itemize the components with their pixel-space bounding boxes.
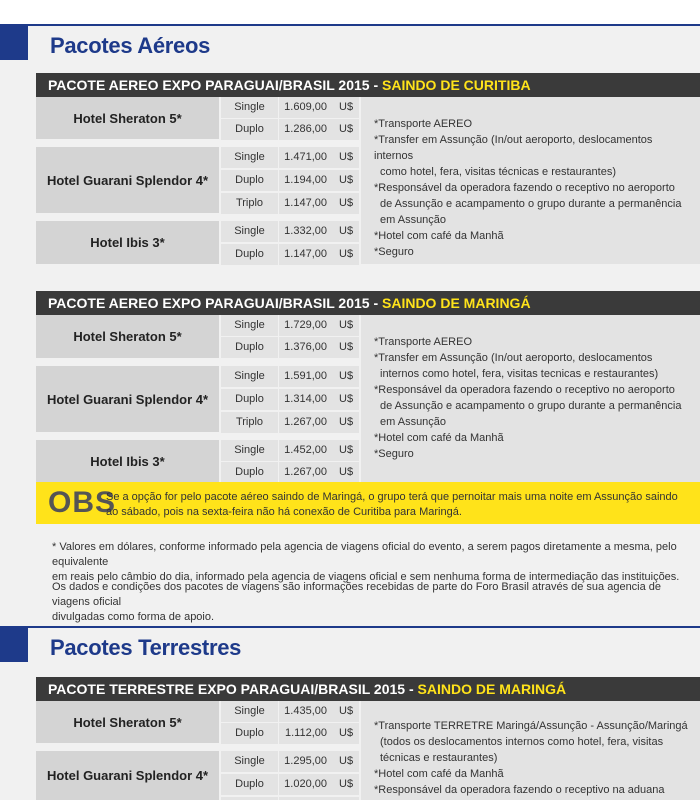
hotel-name: Hotel Guarani Splendor 4* [36,147,219,213]
hotel-name: Hotel Sheraton 5* [36,97,219,139]
price-value: 1.267,00 [284,416,327,428]
currency: U$ [339,248,354,260]
package-info [374,718,692,798]
price-cell [279,315,359,336]
room-type: Single [221,701,278,722]
info-line: em Assunção [380,214,447,226]
price-cell [279,723,359,744]
price-cell [279,462,359,483]
room-type: Triplo [221,193,278,214]
currency: U$ [339,319,354,331]
info-line: de Assunção e acampamento o grupo durante a permanência [380,400,682,412]
section-rule [0,24,700,26]
info-line: *Transporte TERRETRE Maringá/Assunção - Assunção/Maringá [374,720,688,732]
note-currency [52,540,682,585]
price-cell [279,412,359,433]
section-rule [0,626,700,628]
room-type: Single [221,751,278,772]
room-type: Single [221,440,278,461]
package-info [374,116,692,260]
price-value: 1.020,00 [284,778,327,790]
info-line: (todos os deslocamentos internos como hotel, fera, visitas [380,736,664,748]
price-value: 1.147,00 [284,248,327,260]
hotel-name: Hotel Ibis 3* [36,221,219,264]
room-type: Duplo [221,337,278,358]
currency: U$ [339,197,354,209]
obs-label: OBS [48,486,117,519]
room-type: Triplo [221,412,278,433]
room-type: Duplo [221,119,278,140]
note-line: * Valores em dólares, conforme informado pela agencia de viagens oficial do evento, a serem pagos diretamente a mesma, pelo equivalente [52,541,677,568]
hotel-name: Hotel Sheraton 5* [36,315,219,358]
info-line: internos como hotel, fera, visitas tecnicas e restaurantes) [380,368,659,380]
price-value: 1.452,00 [284,444,327,456]
currency: U$ [339,444,354,456]
price-cell [279,119,359,140]
section-marker [0,26,28,60]
hotel-name: Hotel Ibis 3* [36,440,219,482]
price-cell [279,751,359,772]
price-cell [279,244,359,265]
info-line: *Transporte AEREO [374,336,473,348]
currency: U$ [339,755,354,767]
hotel-name: Hotel Guarani Splendor 4* [36,366,219,432]
info-line: *Hotel com café da Manhã [374,768,504,780]
top-strip [0,0,700,24]
package-header [36,677,700,701]
room-type: Single [221,315,278,336]
currency: U$ [339,151,354,163]
package-header-city: SAINDO DE MARINGÁ [382,295,531,311]
price-cell [279,97,359,118]
note-line: em reais pelo câmbio do dia, informado pela agencia de viagens oficial e sem nenhuma forma de intermediação das instituições. [52,571,680,583]
price-cell [279,389,359,410]
info-line: *Transfer em Assunção (In/out aeroporto, deslocamentos internos [374,134,653,162]
info-line: em Assunção [380,416,447,428]
info-line: *Responsável da operadora fazendo o receptivo no aeroporto [374,182,675,194]
price-value: 1.314,00 [284,393,327,405]
currency: U$ [339,778,354,790]
price-cell [279,193,359,214]
info-line: *Transfer em Assunção (In/out aeroporto, deslocamentos [374,352,653,364]
price-value: 1.295,00 [284,755,327,767]
price-cell [279,366,359,387]
price-value: 1.435,00 [284,705,327,717]
currency: U$ [339,393,354,405]
room-type: Duplo [221,462,278,483]
info-line: *Responsável da operadora fazendo o receptivo no aeroporto [374,384,675,396]
info-line: *Seguro [374,448,414,460]
info-line: *Responsável da operadora fazendo o receptivo na aduana [374,784,665,796]
room-type: Duplo [221,723,278,744]
room-type: Duplo [221,170,278,191]
note-source [52,580,682,625]
price-value: 1.194,00 [284,174,327,186]
note-line: divulgadas como forma de apoio. [52,611,215,623]
hotel-name: Hotel Sheraton 5* [36,701,219,743]
hotel-name: Hotel Guarani Splendor 4* [36,751,219,800]
package-header-text: PACOTE AEREO EXPO PARAGUAI/BRASIL 2015 - [48,295,382,311]
price-value: 1.591,00 [284,370,327,382]
price-value: 1.112,00 [284,727,327,739]
currency: U$ [339,705,354,717]
room-type: Single [221,147,278,168]
currency: U$ [339,727,354,739]
price-value: 1.332,00 [284,225,327,237]
price-cell [279,170,359,191]
currency: U$ [339,101,354,113]
price-value: 1.267,00 [284,466,327,478]
info-line: técnicas e restaurantes) [380,752,498,764]
room-type: Duplo [221,244,278,265]
package-header [36,73,700,97]
package-header-city: SAINDO DE MARINGÁ [417,681,567,697]
price-cell [279,221,359,242]
section-title-terrestres: Pacotes Terrestres [50,635,242,660]
price-cell [279,774,359,795]
info-line: como hotel, fera, visitas técnicas e restaurantes) [380,166,616,178]
currency: U$ [339,370,354,382]
package-header-text: PACOTE TERRESTRE EXPO PARAGUAI/BRASIL 2015 - [48,681,418,697]
price-value: 1.147,00 [284,197,327,209]
info-line: de Assunção e acampamento o grupo durante a permanência [380,198,682,210]
price-cell [279,337,359,358]
room-type: Duplo [221,389,278,410]
price-cell [279,701,359,722]
currency: U$ [339,416,354,428]
package-header-city: SAINDO DE CURITIBA [382,77,531,93]
room-type: Single [221,221,278,242]
obs-line: Se a opção for pelo pacote aéreo saindo de Maringá, o grupo terá que pernoitar mais uma noite em Assunção saindo [106,491,678,503]
price-cell [279,440,359,461]
room-type: Duplo [221,774,278,795]
info-line: *Seguro [374,246,414,258]
price-value: 1.471,00 [284,151,327,163]
info-line: *Hotel com café da Manhã [374,230,504,242]
price-value: 1.729,00 [284,319,327,331]
price-value: 1.609,00 [284,101,327,113]
currency: U$ [339,174,354,186]
section-title-aereos: Pacotes Aéreos [50,33,211,58]
price-value: 1.286,00 [284,123,327,135]
info-line: *Hotel com café da Manhã [374,432,504,444]
obs-line: ao sábado, pois na sexta-feira não há conexão de Curitiba para Maringá. [106,506,462,518]
obs-text [106,490,686,520]
info-line: *Transporte AEREO [374,118,473,130]
currency: U$ [339,123,354,135]
room-type: Single [221,366,278,387]
currency: U$ [339,341,354,353]
currency: U$ [339,466,354,478]
price-value: 1.376,00 [284,341,327,353]
package-header-text: PACOTE AEREO EXPO PARAGUAI/BRASIL 2015 - [48,77,382,93]
currency: U$ [339,225,354,237]
room-type: Single [221,97,278,118]
package-info [374,334,692,462]
price-cell [279,147,359,168]
note-line: Os dados e condições dos pacotes de viagens são informações recebidas de parte do Foro Brasil através de sua agencia de viagens oficial [52,581,662,608]
package-header [36,291,700,315]
section-marker [0,628,28,662]
